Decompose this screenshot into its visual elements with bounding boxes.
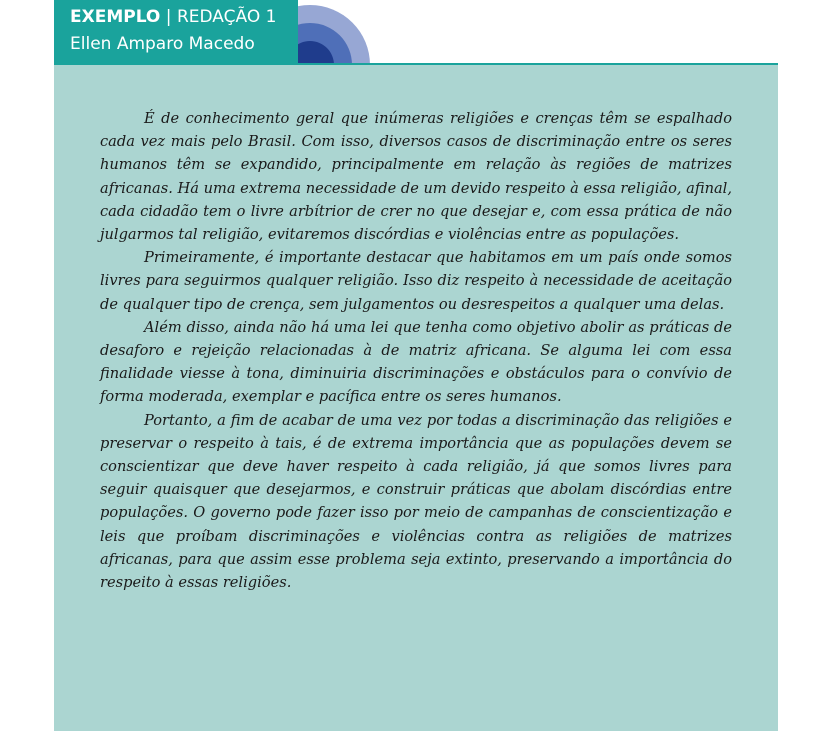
header-separator: | [165, 7, 172, 27]
header-label-rest: REDAÇÃO 1 [176, 7, 277, 27]
header-tab [54, 0, 298, 64]
header-label [70, 4, 298, 30]
essay-box [54, 65, 778, 731]
essay-paragraph-2: Primeiramente, é importante destacar que habitamos em um país onde somos livres para seguirmos qualquer religião. Isso diz respeito à necessidade de aceitação de qualquer tipo de crença, sem julgamentos ou desrespeitos a qualquer uma delas. [100, 249, 732, 313]
essay-paragraph-3: Além disso, ainda não há uma lei que tenha como objetivo abolir as práticas de desaforo e rejeição relacionadas à de matriz africana. Se alguma lei com essa finalidade viesse à tona, diminuiria discriminações e obstáculos para o convívio de forma moderada, exemplar e pacífica entre os seres humanos. [100, 318, 732, 406]
essay-paragraph-4: Portanto, a fim de acabar de uma vez por todas a discriminação das religiões e preservar o respeito à tais, é de extrema importância que as populações devem se conscientizar que deve haver respeito à cada religião, já que somos livres para seguir quaisquer que desejarmos, e construir práticas que abolam discórdias entre populações. O governo pode fazer isso por meio de campanhas de conscientização e leis que proíbam discriminações e violências contra as religiões de matrizes africanas, para que assim esse problema seja extinto, preservando a importância do respeito à essas religiões. [100, 411, 732, 592]
essay-paragraph-1: É de conhecimento geral que inúmeras religiões e crenças têm se espalhado cada vez mais pelo Brasil. Com isso, diversos casos de discriminação entre os seres humanos têm se expandido, principalmente em relação às regiões de matrizes africanas. Há uma extrema necessidade de um devido respeito à essa religião, afinal, cada cidadão tem o livre arbítrior de crer no que desejar e, com essa prática de não julgarmos tal religião, evitaremos discórdias e violências entre as populações. [100, 110, 732, 244]
header-label-bold: EXEMPLO [70, 7, 161, 27]
author-name: Ellen Amparo Macedo [70, 34, 255, 54]
